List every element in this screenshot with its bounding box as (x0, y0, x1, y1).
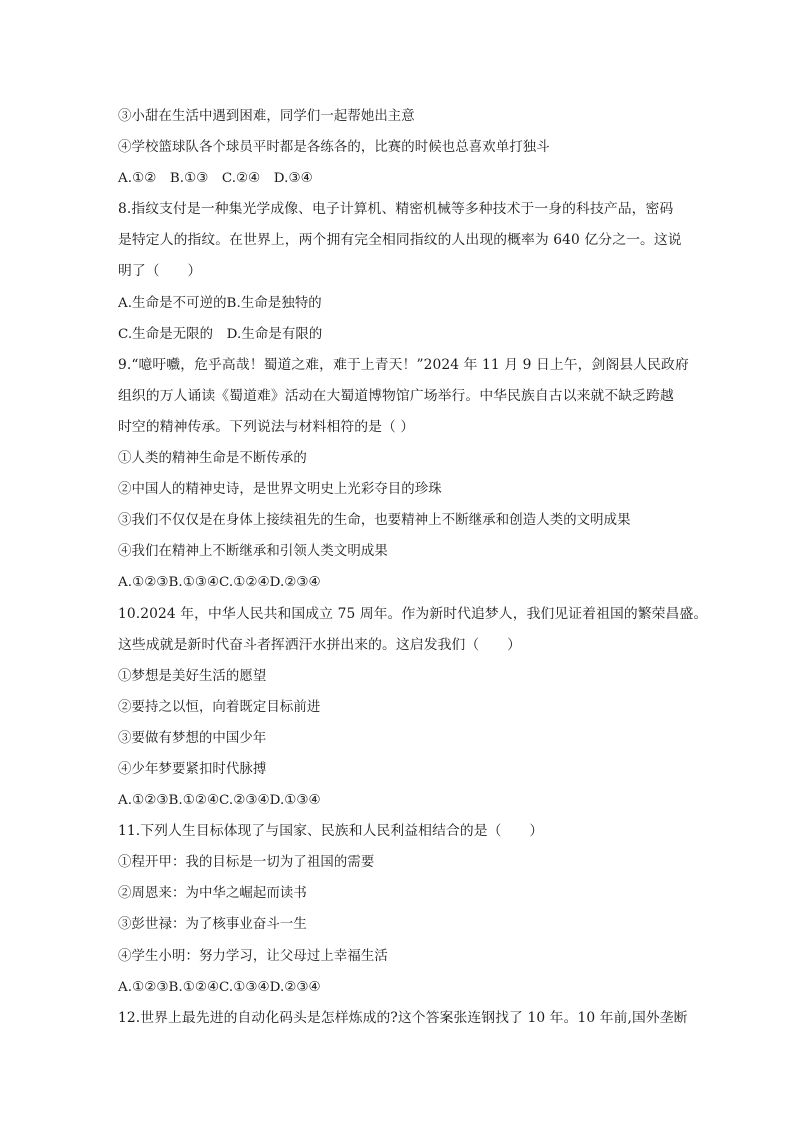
question-9-stem: 时空的精神传承。下列说法与材料相符的是（ ） (118, 418, 415, 435)
option-line: ①程开甲：我的目标是一切为了祖国的需要 (118, 855, 375, 871)
option-line: ④少年梦要紧扣时代脉搏 (118, 761, 267, 777)
option-line: ④我们在精神上不断继承和引领人类文明成果 (118, 544, 388, 560)
answer-choices: A.①②③B.①③④C.①②④D.②③④ (118, 575, 321, 591)
option-line: ②周恩来：为中华之崛起而读书 (118, 886, 307, 902)
question-8-stem: 8.指纹支付是一种集光学成像、电子计算机、精密机械等多种技术于一身的科技产品，密码 (118, 201, 674, 218)
option-line: ②要持之以恒，向着既定目标前进 (118, 699, 321, 715)
answer-choices: C.生命是无限的 D.生命是有限的 (118, 326, 323, 342)
question-9-stem: 9.“噫吁嚱，危乎高哉！蜀道之难，难于上青天！”2024 年 11 月 9 日上午，剑阁县人民政府 (118, 356, 689, 373)
question-10-stem: 10.2024 年，中华人民共和国成立 75 周年。作为新时代追梦人，我们见证着祖国的繁荣昌盛。 (118, 605, 708, 622)
answer-choices: A.①②③B.①②④C.①③④D.②③④ (118, 979, 321, 995)
answer-choices: A.①② B.①③ C.②④ D.③④ (118, 171, 313, 187)
option-line: ③小甜在生活中遇到困难，同学们一起帮她出主意 (118, 109, 415, 124)
option-line: ④学生小明：努力学习，让父母过上幸福生活 (118, 948, 388, 964)
question-9-stem: 组织的万人诵读《蜀道难》活动在大蜀道博物馆广场举行。中华民族自古以来就不缺乏跨越 (118, 387, 674, 404)
question-11-stem: 11.下列人生目标体现了与国家、民族和人民利益相结合的是（ ） (118, 823, 544, 840)
answer-choices: A.生命是不可逆的B.生命是独特的 (118, 295, 322, 311)
question-text (118, 101, 708, 1034)
question-8-stem: 是特定人的指纹。在世界上，两个拥有完全相同指纹的人出现的概率为 640 亿分之一。这说 (118, 232, 682, 249)
answer-choices: A.①②③B.①②④C.②③④D.①③④ (118, 793, 321, 809)
option-line: ④学校篮球队各个球员平时都是各练各的，比赛的时候也总喜欢单打独斗 (118, 140, 550, 156)
option-line: ①梦想是美好生活的愿望 (118, 668, 267, 684)
question-12-stem: 12.世界上最先进的自动化码头是怎样炼成的?这个答案张连钢找了 10 年。10 年前,国外垄断 (118, 1009, 688, 1026)
question-8-stem: 明了（ ） (118, 263, 202, 280)
option-line: ③要做有梦想的中国少年 (118, 730, 267, 746)
option-line: ①人类的精神生命是不断传承的 (118, 451, 307, 467)
option-line: ③彭世禄：为了核事业奋斗一生 (118, 917, 307, 933)
option-line: ②中国人的精神史诗，是世界文明史上光彩夺目的珍珠 (118, 482, 442, 498)
option-line: ③我们不仅仅是在身体上接续祖先的生命，也要精神上不断继承和创造人类的文明成果 (118, 513, 631, 529)
question-10-stem: 这些成就是新时代奋斗者挥洒汗水拼出来的。这启发我们（ ） (118, 636, 522, 653)
